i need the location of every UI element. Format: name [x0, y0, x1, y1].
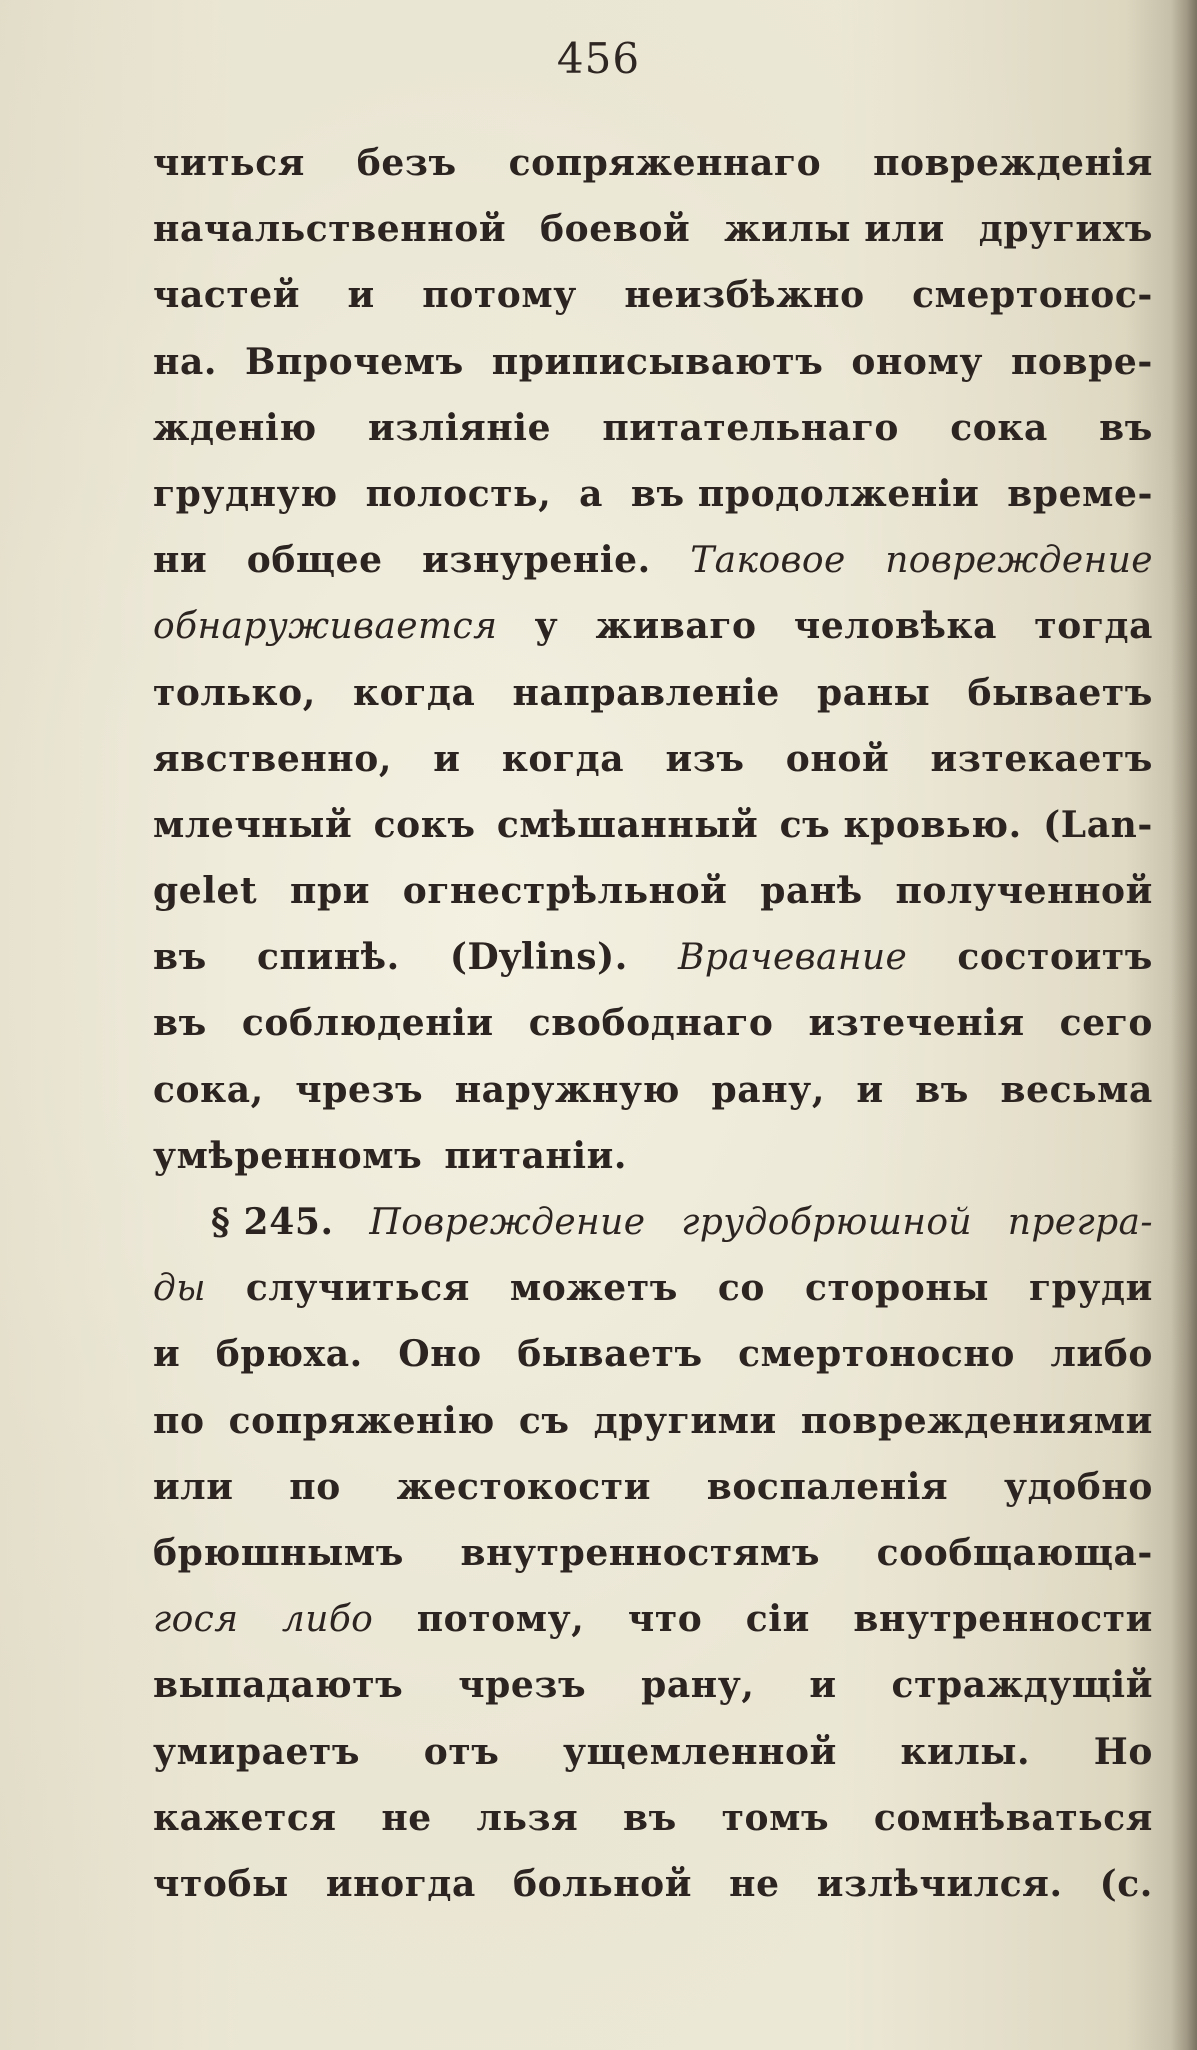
text-word: (Lan-	[1043, 803, 1153, 846]
text-word: только,	[153, 671, 316, 714]
text-word: оной	[785, 737, 890, 780]
text-line	[153, 461, 1153, 527]
text-word: страждущій	[891, 1664, 1153, 1707]
text-word: не	[729, 1862, 780, 1905]
text-word: бываетъ	[517, 1333, 703, 1376]
text-word: гося	[153, 1599, 239, 1641]
text-word: време-	[1007, 472, 1153, 515]
text-word: въ	[1099, 406, 1153, 449]
text-word: или	[153, 1465, 234, 1508]
text-word: обнаруживается	[153, 606, 498, 648]
text-word: спинѣ.	[256, 936, 400, 979]
text-word: груди	[1028, 1267, 1153, 1310]
text-word: питаніи.	[444, 1134, 628, 1177]
text-word: жденію	[153, 406, 317, 449]
text-word: грудную	[153, 472, 338, 515]
text-word: Врачевание	[677, 937, 908, 979]
text-word: повреждениями	[800, 1399, 1153, 1442]
text-word: больной	[512, 1862, 693, 1905]
text-word: свободнаго	[528, 1002, 774, 1045]
text-word: удобно	[1003, 1465, 1153, 1508]
text-word: чрезъ	[295, 1068, 424, 1111]
text-word: сего	[1059, 1002, 1153, 1045]
text-word: по	[289, 1465, 341, 1508]
text-word: общее	[246, 539, 383, 582]
text-line	[153, 858, 1153, 924]
text-word: умираетъ	[153, 1730, 361, 1773]
text-word: съ кровью.	[779, 803, 1022, 846]
text-line	[153, 329, 1153, 395]
text-line	[153, 593, 1153, 659]
text-word: бываетъ	[967, 671, 1153, 714]
text-word: раны	[817, 671, 931, 714]
text-word: что	[627, 1598, 703, 1641]
text-word: воспаленія	[706, 1465, 949, 1508]
text-word: оному	[851, 340, 984, 383]
text-word: сіи	[745, 1598, 810, 1641]
text-word: живаго	[595, 605, 757, 648]
text-word: Повреждение	[369, 1202, 646, 1243]
text-word: Впрочемъ	[244, 340, 464, 383]
text-word: не	[381, 1796, 432, 1839]
text-word: по	[153, 1399, 205, 1442]
text-word: чрезъ	[458, 1664, 587, 1707]
text-line	[153, 1719, 1153, 1785]
text-line	[153, 924, 1153, 990]
text-word: приписываютъ	[491, 340, 824, 383]
page-number: 456	[556, 34, 641, 83]
text-word: и	[347, 274, 375, 317]
text-word: льзя	[476, 1796, 579, 1839]
text-word: огнестрѣльной	[402, 870, 728, 913]
text-line	[153, 395, 1153, 461]
text-word: смертоносно	[738, 1333, 1015, 1376]
text-word: ни	[153, 539, 208, 582]
text-word: когда	[353, 671, 476, 714]
text-word: другихъ	[978, 208, 1153, 251]
text-line	[153, 262, 1153, 328]
text-word: излѣчился.	[816, 1862, 1063, 1905]
text-word: въ	[915, 1068, 970, 1111]
text-word: сообщающа-	[876, 1531, 1153, 1574]
text-word: на.	[153, 340, 218, 383]
text-line	[153, 130, 1153, 196]
text-word: брюха.	[215, 1333, 363, 1376]
text-word: полученной	[895, 870, 1153, 913]
text-line	[153, 1057, 1153, 1123]
text-word: изтекаетъ	[930, 737, 1153, 780]
text-word: другими	[593, 1399, 777, 1442]
text-line	[153, 1652, 1153, 1718]
text-word: и	[153, 1333, 181, 1376]
text-word: ущемленной	[563, 1730, 837, 1773]
text-word: безъ	[356, 142, 457, 184]
text-word: смѣшанный	[496, 803, 759, 846]
text-word: килы.	[900, 1730, 1031, 1773]
text-word: читься	[153, 142, 305, 184]
text-word: внутренностямъ	[460, 1531, 821, 1574]
text-word: либо	[1050, 1333, 1153, 1376]
text-word: и	[809, 1664, 837, 1707]
text-word: изліяніе	[368, 406, 552, 449]
text-word: и	[433, 737, 461, 780]
text-word: а	[579, 472, 604, 515]
text-word: отъ	[423, 1730, 500, 1773]
text-word: выпадаютъ	[153, 1664, 404, 1707]
text-word: когда	[501, 737, 625, 780]
text-line	[153, 726, 1153, 792]
text-word: Но	[1093, 1730, 1153, 1773]
text-word: направленіе	[512, 671, 780, 714]
text-line	[153, 196, 1153, 262]
text-word: сопряженнаго	[508, 142, 822, 184]
text-line	[153, 1851, 1153, 1917]
text-word: повреждение	[885, 540, 1153, 582]
text-word: въ продолженіи	[630, 472, 980, 515]
text-word: внутренности	[853, 1598, 1153, 1641]
text-word: со	[717, 1267, 766, 1310]
text-word: сокъ	[373, 803, 476, 846]
text-word: чтобы	[153, 1862, 289, 1905]
text-word: смертонос-	[912, 274, 1153, 317]
text-line	[153, 792, 1153, 858]
text-word: у	[534, 605, 559, 648]
text-line	[153, 990, 1153, 1056]
text-line	[153, 1520, 1153, 1586]
text-word: (Dylins).	[449, 936, 628, 979]
body-text	[153, 130, 1153, 1917]
text-word: полость,	[365, 472, 552, 515]
text-word: прегра-	[1007, 1202, 1153, 1243]
text-word: явственно,	[153, 737, 392, 780]
text-line	[153, 1388, 1153, 1454]
text-word: иногда	[325, 1862, 476, 1905]
text-word: въ	[623, 1796, 677, 1839]
text-line	[153, 527, 1153, 593]
text-word: поврежденія	[873, 142, 1153, 184]
text-word: ды	[153, 1268, 206, 1310]
text-word: сока,	[153, 1068, 264, 1111]
text-word: сопряженію	[228, 1399, 495, 1442]
text-line	[153, 1123, 1153, 1189]
text-word: потому,	[416, 1598, 585, 1641]
text-word: съ	[518, 1399, 570, 1442]
text-line	[153, 1255, 1153, 1321]
text-word: gelet	[153, 870, 258, 913]
text-word: томъ	[721, 1796, 830, 1839]
text-word: случиться	[245, 1267, 470, 1310]
text-word: ранѣ	[760, 870, 863, 913]
text-word: брюшнымъ	[153, 1531, 404, 1574]
text-word: неизбѣжно	[624, 274, 865, 317]
text-word: Таковое	[690, 540, 846, 582]
text-line	[153, 1586, 1153, 1652]
text-word: Оно	[398, 1333, 482, 1376]
text-line	[153, 1189, 1153, 1255]
text-line	[153, 1321, 1153, 1387]
text-word: жестокости	[396, 1465, 651, 1508]
text-word: грудобрюшной	[681, 1202, 972, 1243]
text-word: можетъ	[509, 1267, 678, 1310]
text-word: потому	[422, 274, 577, 317]
text-word: изнуреніе.	[422, 539, 651, 582]
text-word: изтеченія	[808, 1002, 1025, 1045]
text-word: млечный	[153, 803, 353, 846]
text-word: стороны	[804, 1267, 990, 1310]
text-word: весьма	[1000, 1068, 1153, 1111]
text-word: § 245.	[211, 1201, 334, 1243]
text-word: тогда	[1034, 605, 1153, 648]
text-line	[153, 1454, 1153, 1520]
text-word: начальственной	[153, 208, 507, 251]
text-word: умѣренномъ	[153, 1134, 423, 1177]
text-word: изъ	[665, 737, 745, 780]
text-word: человѣка	[793, 605, 998, 648]
text-word: сомнѣваться	[873, 1796, 1153, 1839]
text-word: (с.	[1099, 1862, 1153, 1905]
text-word: и	[856, 1068, 884, 1111]
text-word: при	[290, 870, 371, 913]
text-line	[153, 1785, 1153, 1851]
text-word: повре-	[1010, 340, 1153, 383]
text-word: либо	[281, 1599, 374, 1641]
text-word: въ	[153, 1002, 207, 1045]
text-word: состоитъ	[957, 936, 1153, 979]
text-word: питательнаго	[602, 406, 899, 449]
text-word: въ	[153, 936, 207, 979]
text-word: соблюденіи	[241, 1002, 494, 1045]
text-word: боевой	[540, 208, 691, 251]
text-word: наружную	[454, 1068, 681, 1111]
text-line	[153, 660, 1153, 726]
text-word: частей	[153, 274, 301, 317]
text-word: рану,	[711, 1068, 825, 1111]
page-edge-shadow	[1171, 0, 1197, 2050]
text-word: кажется	[153, 1796, 337, 1839]
text-word: сока	[950, 406, 1048, 449]
text-word: рану,	[641, 1664, 755, 1707]
text-word: жилы или	[724, 208, 945, 251]
